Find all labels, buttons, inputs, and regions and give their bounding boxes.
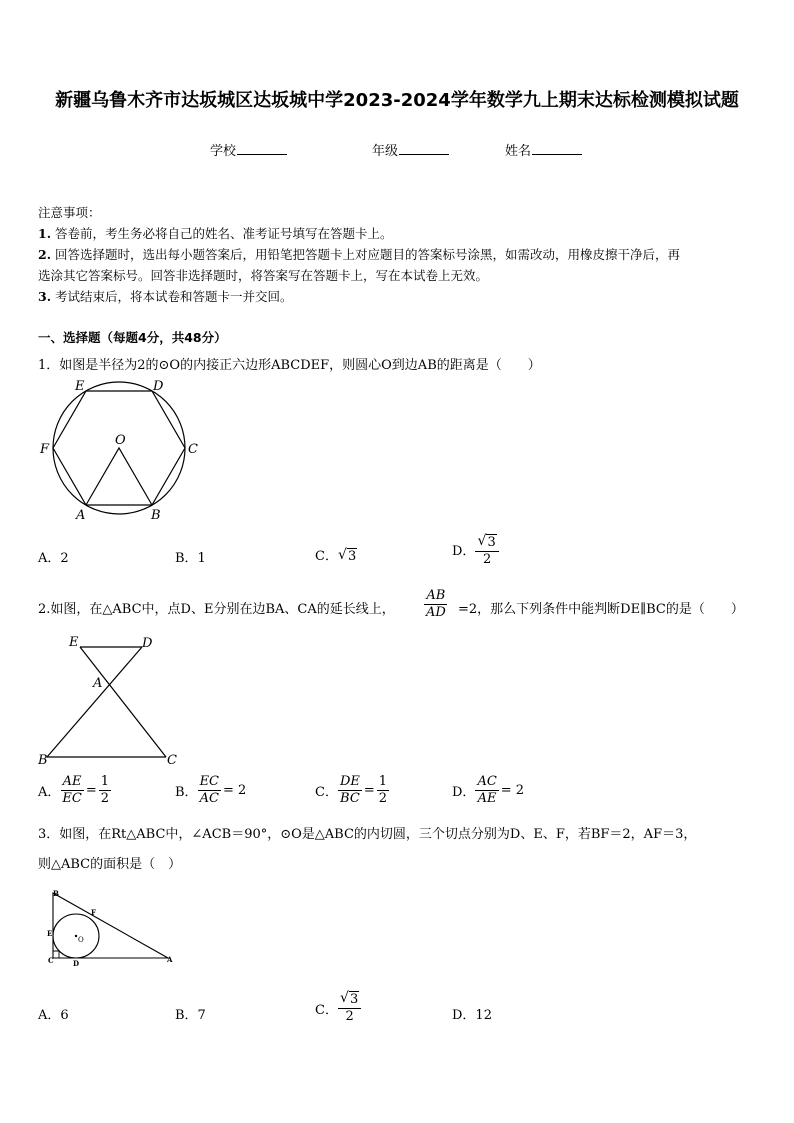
q1-label-o: O (115, 433, 126, 448)
q1-option-c-radicand: 3 (347, 549, 357, 564)
q3-option-c-prefix: C． (315, 1003, 338, 1018)
q3-label-a: A (167, 955, 173, 964)
q2-option-b-eq: = 2 (223, 783, 247, 798)
q1-option-c-sqrt (338, 549, 357, 564)
q2-label-c: C (167, 753, 177, 768)
note-3 (38, 286, 293, 307)
grade-field (372, 140, 449, 159)
q2-label-b: B (38, 753, 48, 768)
q3-right-angle-mark (53, 951, 59, 958)
q3-stem-line1: 3．如图，在Rt△ABC中，∠ACB＝90°，⊙O是△ABC的内切圆，三个切点分别为D、E、F，若BF＝2，AF＝3， (38, 827, 697, 842)
grade-label: 年级 (372, 144, 399, 159)
q2-option-d-prefix: D． (452, 785, 476, 800)
q2-option-c-den: BC (340, 791, 360, 806)
q2-option-a-num: AE (62, 774, 82, 789)
note-1 (38, 223, 393, 244)
q3-option-a: A．6 (38, 1008, 69, 1023)
q2-option-d (452, 774, 524, 807)
q2-fraction-num: AB (426, 588, 446, 603)
q2-option-c-rnum: 1 (378, 774, 388, 789)
q3-label-e: E (47, 929, 53, 938)
q1-label-e: E (75, 379, 85, 394)
q2-option-a-prefix: A． (38, 785, 61, 800)
note-2-text: 回答选择题时，选出每小题答案后，用铅笔把答题卡上对应题目的答案标号涂黑，如需改动，用橡皮擦干净后，再 (55, 247, 681, 262)
q3-figure (40, 887, 180, 969)
q1-stem: 1．如图是半径为2的⊙O的内接正六边形ABCDEF，则圆心O到边AB的距离是（ ） (38, 358, 541, 373)
section-heading: 一、选择题（每题4分，共48分） (38, 330, 227, 345)
q2-option-d-den: AE (477, 791, 497, 806)
note-1-number: 1. (38, 226, 52, 241)
q1-label-c: C (188, 442, 198, 457)
q2-figure (38, 633, 188, 768)
note-2-number: 2. (38, 247, 52, 262)
q3-label-f: F (91, 908, 96, 917)
q3-option-c (315, 992, 361, 1025)
q1-option-d-prefix: D． (452, 544, 476, 559)
q1-option-d-fraction (475, 535, 498, 568)
q3-option-c-denominator: 2 (345, 1009, 354, 1024)
note-1-text: 答卷前，考生务必将自己的姓名、准考证号填写在答题卡上。 (55, 226, 393, 241)
q3-option-c-radicand: 3 (349, 992, 359, 1007)
name-blank (532, 142, 582, 155)
q3-triangle (53, 893, 168, 958)
q3-option-d: D．12 (452, 1008, 492, 1023)
q1-option-c (315, 545, 357, 564)
q1-figure (38, 376, 203, 524)
q2-stem-part1: 2.如图，在△ABC中，点D、E分别在边BA、CA的延长线上， (38, 602, 395, 617)
notes-heading: 注意事项： (38, 205, 101, 220)
q2-stem-fraction (424, 588, 448, 621)
q2-option-a-rnum: 1 (100, 774, 110, 789)
q3-option-c-fraction (338, 992, 361, 1025)
q2-option-b-num: EC (199, 774, 219, 789)
note-2 (38, 244, 760, 265)
school-field (210, 140, 287, 159)
q2-option-a-den: EC (62, 791, 82, 806)
q1-label-a: A (76, 508, 86, 523)
q1-label-f: F (40, 442, 50, 457)
q2-label-e: E (69, 635, 79, 650)
q2-option-d-eq: = 2 (500, 783, 525, 798)
q3-center-dot (75, 935, 77, 937)
q1-option-a: A．2 (38, 551, 69, 566)
q2-option-c-prefix: C． (315, 785, 338, 800)
grade-blank (399, 142, 449, 155)
q2-fraction-den: AD (426, 605, 446, 620)
q2-option-a-rden: 2 (100, 791, 110, 806)
page-title: 新疆乌鲁木齐市达坂城区达坂城中学2023-2024学年数学九上期末达标检测模拟试题 (55, 90, 739, 111)
q2-fraction (424, 588, 448, 621)
q2-option-a (38, 774, 111, 807)
q2-stem-part2: =2，那么下列条件中能判断DE∥BC的是（ ） (458, 602, 744, 617)
q2-option-c-rden: 2 (378, 791, 388, 806)
school-label: 学校 (210, 144, 237, 159)
q2-option-d-num: AC (477, 774, 497, 789)
q2-option-c-eq: = (363, 783, 375, 798)
q2-option-a-eq: = (85, 783, 97, 798)
q1-option-d-denominator: 2 (482, 552, 492, 567)
q1-triangle-oab (86, 448, 152, 505)
q1-option-c-prefix: C． (315, 549, 338, 564)
q2-line-db (47, 647, 142, 757)
name-label: 姓名 (505, 144, 532, 159)
q1-label-d: D (153, 379, 164, 394)
note-3-number: 3. (38, 289, 52, 304)
q2-option-c-num: DE (339, 774, 360, 789)
q3-option-b: B．7 (175, 1008, 206, 1023)
q1-label-b: B (151, 508, 161, 523)
q2-label-a: A (93, 676, 103, 691)
q3-stem-line2: 则△ABC的面积是（ ） (38, 857, 182, 872)
q2-option-b (175, 774, 246, 807)
q2-label-d: D (142, 636, 153, 651)
q3-label-o: O (78, 936, 84, 944)
q2-option-c (315, 774, 389, 807)
q2-line-ec (80, 647, 166, 757)
q2-option-b-prefix: B． (175, 785, 198, 800)
q3-label-d: D (73, 959, 80, 968)
name-field (505, 140, 582, 159)
q1-option-b: B．1 (175, 551, 206, 566)
note-2-continued: 选涂其它答案标号。回答非选择题时，将答案写在答题卡上，写在本试卷上无效。 (38, 268, 489, 283)
q3-label-b: B (53, 889, 59, 898)
q3-label-c: C (48, 956, 54, 965)
q2-option-b-den: AC (199, 791, 219, 806)
school-blank (237, 142, 287, 155)
q1-option-d (452, 535, 499, 568)
note-3-text: 考试结束后，将本试卷和答题卡一并交回。 (55, 289, 293, 304)
q1-option-d-radicand: 3 (487, 535, 496, 550)
